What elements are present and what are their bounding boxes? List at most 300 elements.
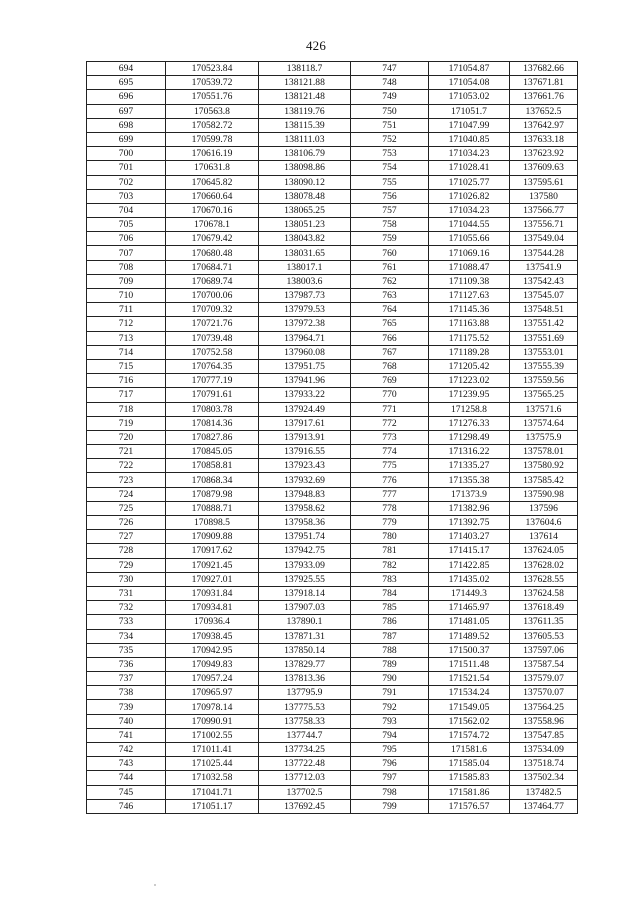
point-number-right: 771 bbox=[351, 402, 429, 416]
coordinates-table-body bbox=[87, 62, 578, 814]
y-coordinate-right: 137587.54 bbox=[510, 657, 578, 671]
point-number-left: 700 bbox=[87, 147, 166, 161]
x-coordinate-right: 171127.63 bbox=[429, 289, 510, 303]
y-coordinate-left: 138031.65 bbox=[259, 246, 351, 260]
point-number-right: 757 bbox=[351, 203, 429, 217]
y-coordinate-left: 137948.83 bbox=[259, 487, 351, 501]
y-coordinate-right: 137623.92 bbox=[510, 147, 578, 161]
point-number-right: 755 bbox=[351, 175, 429, 189]
point-number-right: 772 bbox=[351, 416, 429, 430]
x-coordinate-left: 170965.97 bbox=[166, 686, 259, 700]
y-coordinate-left: 138078.48 bbox=[259, 189, 351, 203]
table-row bbox=[87, 757, 578, 771]
point-number-left: 744 bbox=[87, 771, 166, 785]
x-coordinate-right: 171298.49 bbox=[429, 430, 510, 444]
y-coordinate-left: 138115.39 bbox=[259, 118, 351, 132]
y-coordinate-right: 137534.09 bbox=[510, 743, 578, 757]
y-coordinate-right: 137624.58 bbox=[510, 586, 578, 600]
y-coordinate-left: 137951.74 bbox=[259, 530, 351, 544]
y-coordinate-left: 137925.55 bbox=[259, 572, 351, 586]
point-number-right: 767 bbox=[351, 345, 429, 359]
y-coordinate-right: 137555.39 bbox=[510, 359, 578, 373]
x-coordinate-left: 170764.35 bbox=[166, 359, 259, 373]
y-coordinate-right: 137595.61 bbox=[510, 175, 578, 189]
y-coordinate-right: 137518.74 bbox=[510, 757, 578, 771]
x-coordinate-right: 171189.28 bbox=[429, 345, 510, 359]
y-coordinate-right: 137551.42 bbox=[510, 317, 578, 331]
x-coordinate-left: 170888.71 bbox=[166, 501, 259, 515]
x-coordinate-right: 171088.47 bbox=[429, 260, 510, 274]
point-number-left: 708 bbox=[87, 260, 166, 274]
point-number-left: 705 bbox=[87, 218, 166, 232]
table-row bbox=[87, 175, 578, 189]
y-coordinate-right: 137590.98 bbox=[510, 487, 578, 501]
y-coordinate-right: 137642.97 bbox=[510, 118, 578, 132]
x-coordinate-left: 170752.58 bbox=[166, 345, 259, 359]
point-number-right: 779 bbox=[351, 516, 429, 530]
x-coordinate-right: 171403.27 bbox=[429, 530, 510, 544]
x-coordinate-right: 171055.66 bbox=[429, 232, 510, 246]
point-number-left: 741 bbox=[87, 728, 166, 742]
x-coordinate-right: 171576.57 bbox=[429, 799, 510, 813]
x-coordinate-left: 170616.19 bbox=[166, 147, 259, 161]
y-coordinate-right: 137597.06 bbox=[510, 643, 578, 657]
point-number-right: 769 bbox=[351, 374, 429, 388]
point-number-right: 792 bbox=[351, 700, 429, 714]
point-number-right: 762 bbox=[351, 274, 429, 288]
table-row bbox=[87, 785, 578, 799]
table-row bbox=[87, 445, 578, 459]
x-coordinate-left: 170739.48 bbox=[166, 331, 259, 345]
y-coordinate-left: 137958.62 bbox=[259, 501, 351, 515]
y-coordinate-right: 137618.49 bbox=[510, 601, 578, 615]
x-coordinate-left: 170934.81 bbox=[166, 601, 259, 615]
table-row bbox=[87, 700, 578, 714]
y-coordinate-left: 137734.25 bbox=[259, 743, 351, 757]
point-number-right: 795 bbox=[351, 743, 429, 757]
y-coordinate-right: 137482.5 bbox=[510, 785, 578, 799]
y-coordinate-left: 138119.76 bbox=[259, 104, 351, 118]
point-number-right: 752 bbox=[351, 132, 429, 146]
page-number: 426 bbox=[305, 38, 327, 53]
table-row bbox=[87, 260, 578, 274]
y-coordinate-right: 137574.64 bbox=[510, 416, 578, 430]
x-coordinate-left: 170678.1 bbox=[166, 218, 259, 232]
point-number-left: 699 bbox=[87, 132, 166, 146]
x-coordinate-left: 170814.36 bbox=[166, 416, 259, 430]
table-row bbox=[87, 345, 578, 359]
y-coordinate-left: 137813.36 bbox=[259, 672, 351, 686]
y-coordinate-right: 137541.9 bbox=[510, 260, 578, 274]
x-coordinate-right: 171044.55 bbox=[429, 218, 510, 232]
point-number-left: 728 bbox=[87, 544, 166, 558]
point-number-right: 774 bbox=[351, 445, 429, 459]
point-number-left: 719 bbox=[87, 416, 166, 430]
y-coordinate-left: 137758.33 bbox=[259, 714, 351, 728]
y-coordinate-left: 137702.5 bbox=[259, 785, 351, 799]
point-number-left: 718 bbox=[87, 402, 166, 416]
x-coordinate-left: 170700.06 bbox=[166, 289, 259, 303]
point-number-right: 753 bbox=[351, 147, 429, 161]
table-row bbox=[87, 430, 578, 444]
point-number-right: 764 bbox=[351, 303, 429, 317]
point-number-right: 749 bbox=[351, 90, 429, 104]
y-coordinate-left: 138121.88 bbox=[259, 76, 351, 90]
point-number-left: 735 bbox=[87, 643, 166, 657]
point-number-right: 787 bbox=[351, 629, 429, 643]
x-coordinate-left: 170582.72 bbox=[166, 118, 259, 132]
table-row bbox=[87, 771, 578, 785]
point-number-right: 747 bbox=[351, 62, 429, 76]
point-number-right: 791 bbox=[351, 686, 429, 700]
y-coordinate-right: 137604.6 bbox=[510, 516, 578, 530]
y-coordinate-right: 137580 bbox=[510, 189, 578, 203]
point-number-left: 707 bbox=[87, 246, 166, 260]
point-number-right: 794 bbox=[351, 728, 429, 742]
y-coordinate-left: 138051.23 bbox=[259, 218, 351, 232]
y-coordinate-right: 137549.04 bbox=[510, 232, 578, 246]
y-coordinate-left: 137979.53 bbox=[259, 303, 351, 317]
y-coordinate-right: 137580.92 bbox=[510, 459, 578, 473]
x-coordinate-left: 170942.95 bbox=[166, 643, 259, 657]
y-coordinate-right: 137553.01 bbox=[510, 345, 578, 359]
point-number-right: 799 bbox=[351, 799, 429, 813]
y-coordinate-right: 137556.71 bbox=[510, 218, 578, 232]
point-number-left: 731 bbox=[87, 586, 166, 600]
point-number-left: 714 bbox=[87, 345, 166, 359]
x-coordinate-left: 170684.71 bbox=[166, 260, 259, 274]
x-coordinate-left: 170721.76 bbox=[166, 317, 259, 331]
x-coordinate-right: 171574.72 bbox=[429, 728, 510, 742]
y-coordinate-left: 137924.49 bbox=[259, 402, 351, 416]
table-row bbox=[87, 473, 578, 487]
x-coordinate-right: 171025.77 bbox=[429, 175, 510, 189]
x-coordinate-left: 170631.8 bbox=[166, 161, 259, 175]
y-coordinate-left: 137958.36 bbox=[259, 516, 351, 530]
point-number-right: 797 bbox=[351, 771, 429, 785]
x-coordinate-left: 170990.91 bbox=[166, 714, 259, 728]
y-coordinate-left: 138090.12 bbox=[259, 175, 351, 189]
table-row bbox=[87, 629, 578, 643]
point-number-left: 702 bbox=[87, 175, 166, 189]
y-coordinate-left: 137907.03 bbox=[259, 601, 351, 615]
point-number-right: 773 bbox=[351, 430, 429, 444]
y-coordinate-right: 137661.76 bbox=[510, 90, 578, 104]
point-number-left: 734 bbox=[87, 629, 166, 643]
point-number-left: 696 bbox=[87, 90, 166, 104]
x-coordinate-right: 171422.85 bbox=[429, 558, 510, 572]
y-coordinate-right: 137579.07 bbox=[510, 672, 578, 686]
point-number-right: 781 bbox=[351, 544, 429, 558]
x-coordinate-left: 170927.01 bbox=[166, 572, 259, 586]
x-coordinate-left: 170936.4 bbox=[166, 615, 259, 629]
y-coordinate-right: 137614 bbox=[510, 530, 578, 544]
point-number-right: 793 bbox=[351, 714, 429, 728]
point-number-left: 703 bbox=[87, 189, 166, 203]
point-number-left: 717 bbox=[87, 388, 166, 402]
y-coordinate-left: 138043.82 bbox=[259, 232, 351, 246]
x-coordinate-left: 171025.44 bbox=[166, 757, 259, 771]
x-coordinate-left: 170709.32 bbox=[166, 303, 259, 317]
point-number-right: 782 bbox=[351, 558, 429, 572]
x-coordinate-right: 171581.86 bbox=[429, 785, 510, 799]
x-coordinate-left: 170660.64 bbox=[166, 189, 259, 203]
x-coordinate-left: 171011.41 bbox=[166, 743, 259, 757]
y-coordinate-left: 137712.03 bbox=[259, 771, 351, 785]
y-coordinate-right: 137611.35 bbox=[510, 615, 578, 629]
point-number-left: 716 bbox=[87, 374, 166, 388]
point-number-left: 706 bbox=[87, 232, 166, 246]
point-number-right: 756 bbox=[351, 189, 429, 203]
point-number-right: 750 bbox=[351, 104, 429, 118]
point-number-left: 740 bbox=[87, 714, 166, 728]
y-coordinate-right: 137551.69 bbox=[510, 331, 578, 345]
point-number-right: 775 bbox=[351, 459, 429, 473]
y-coordinate-left: 137964.71 bbox=[259, 331, 351, 345]
x-coordinate-left: 170931.84 bbox=[166, 586, 259, 600]
x-coordinate-right: 171109.38 bbox=[429, 274, 510, 288]
x-coordinate-left: 170791.61 bbox=[166, 388, 259, 402]
point-number-right: 763 bbox=[351, 289, 429, 303]
x-coordinate-right: 171465.97 bbox=[429, 601, 510, 615]
point-number-right: 789 bbox=[351, 657, 429, 671]
table-row bbox=[87, 728, 578, 742]
table-row bbox=[87, 274, 578, 288]
x-coordinate-right: 171511.48 bbox=[429, 657, 510, 671]
y-coordinate-right: 137559.56 bbox=[510, 374, 578, 388]
x-coordinate-left: 170868.34 bbox=[166, 473, 259, 487]
point-number-right: 761 bbox=[351, 260, 429, 274]
y-coordinate-right: 137502.34 bbox=[510, 771, 578, 785]
x-coordinate-left: 170938.45 bbox=[166, 629, 259, 643]
point-number-left: 739 bbox=[87, 700, 166, 714]
point-number-left: 710 bbox=[87, 289, 166, 303]
y-coordinate-left: 138111.03 bbox=[259, 132, 351, 146]
x-coordinate-right: 171258.8 bbox=[429, 402, 510, 416]
point-number-right: 780 bbox=[351, 530, 429, 544]
point-number-left: 721 bbox=[87, 445, 166, 459]
coordinates-table bbox=[86, 61, 578, 814]
point-number-right: 754 bbox=[351, 161, 429, 175]
x-coordinate-right: 171415.17 bbox=[429, 544, 510, 558]
x-coordinate-left: 170551.76 bbox=[166, 90, 259, 104]
table-row bbox=[87, 232, 578, 246]
table-row bbox=[87, 601, 578, 615]
x-coordinate-right: 171489.52 bbox=[429, 629, 510, 643]
point-number-right: 784 bbox=[351, 586, 429, 600]
y-coordinate-right: 137547.85 bbox=[510, 728, 578, 742]
x-coordinate-left: 170777.19 bbox=[166, 374, 259, 388]
point-number-right: 778 bbox=[351, 501, 429, 515]
x-coordinate-left: 170599.78 bbox=[166, 132, 259, 146]
table-row bbox=[87, 203, 578, 217]
x-coordinate-left: 170689.74 bbox=[166, 274, 259, 288]
y-coordinate-right: 137624.05 bbox=[510, 544, 578, 558]
table-row bbox=[87, 459, 578, 473]
y-coordinate-left: 138003.6 bbox=[259, 274, 351, 288]
point-number-left: 745 bbox=[87, 785, 166, 799]
y-coordinate-left: 138106.79 bbox=[259, 147, 351, 161]
table-row bbox=[87, 62, 578, 76]
point-number-left: 713 bbox=[87, 331, 166, 345]
table-row bbox=[87, 686, 578, 700]
x-coordinate-right: 171335.27 bbox=[429, 459, 510, 473]
scan-speck bbox=[154, 884, 156, 886]
point-number-left: 727 bbox=[87, 530, 166, 544]
table-row bbox=[87, 147, 578, 161]
y-coordinate-right: 137548.51 bbox=[510, 303, 578, 317]
x-coordinate-left: 171032.58 bbox=[166, 771, 259, 785]
y-coordinate-right: 137609.63 bbox=[510, 161, 578, 175]
x-coordinate-left: 170845.05 bbox=[166, 445, 259, 459]
y-coordinate-left: 137933.09 bbox=[259, 558, 351, 572]
table-row bbox=[87, 657, 578, 671]
point-number-left: 725 bbox=[87, 501, 166, 515]
table-row bbox=[87, 544, 578, 558]
table-row bbox=[87, 558, 578, 572]
x-coordinate-right: 171047.99 bbox=[429, 118, 510, 132]
table-row bbox=[87, 132, 578, 146]
x-coordinate-right: 171585.04 bbox=[429, 757, 510, 771]
y-coordinate-right: 137565.25 bbox=[510, 388, 578, 402]
y-coordinate-right: 137628.55 bbox=[510, 572, 578, 586]
table-row bbox=[87, 714, 578, 728]
y-coordinate-right: 137571.6 bbox=[510, 402, 578, 416]
point-number-left: 738 bbox=[87, 686, 166, 700]
x-coordinate-right: 171205.42 bbox=[429, 359, 510, 373]
table-row bbox=[87, 416, 578, 430]
x-coordinate-left: 170879.98 bbox=[166, 487, 259, 501]
y-coordinate-left: 137987.73 bbox=[259, 289, 351, 303]
x-coordinate-right: 171585.83 bbox=[429, 771, 510, 785]
table-row bbox=[87, 586, 578, 600]
y-coordinate-right: 137578.01 bbox=[510, 445, 578, 459]
point-number-left: 704 bbox=[87, 203, 166, 217]
x-coordinate-right: 171581.6 bbox=[429, 743, 510, 757]
x-coordinate-right: 171053.02 bbox=[429, 90, 510, 104]
y-coordinate-right: 137682.66 bbox=[510, 62, 578, 76]
x-coordinate-right: 171175.52 bbox=[429, 331, 510, 345]
table-row bbox=[87, 374, 578, 388]
table-row bbox=[87, 799, 578, 813]
x-coordinate-left: 170858.81 bbox=[166, 459, 259, 473]
y-coordinate-right: 137652.5 bbox=[510, 104, 578, 118]
x-coordinate-right: 171435.02 bbox=[429, 572, 510, 586]
point-number-right: 770 bbox=[351, 388, 429, 402]
point-number-left: 723 bbox=[87, 473, 166, 487]
point-number-right: 760 bbox=[351, 246, 429, 260]
table-row bbox=[87, 331, 578, 345]
table-row bbox=[87, 90, 578, 104]
x-coordinate-right: 171373.9 bbox=[429, 487, 510, 501]
x-coordinate-left: 170563.8 bbox=[166, 104, 259, 118]
y-coordinate-right: 137564.25 bbox=[510, 700, 578, 714]
x-coordinate-left: 170909.88 bbox=[166, 530, 259, 544]
x-coordinate-right: 171026.82 bbox=[429, 189, 510, 203]
x-coordinate-left: 170921.45 bbox=[166, 558, 259, 572]
y-coordinate-left: 138098.86 bbox=[259, 161, 351, 175]
y-coordinate-left: 137942.75 bbox=[259, 544, 351, 558]
table-row bbox=[87, 615, 578, 629]
table-row bbox=[87, 189, 578, 203]
y-coordinate-right: 137544.28 bbox=[510, 246, 578, 260]
y-coordinate-left: 138121.48 bbox=[259, 90, 351, 104]
x-coordinate-right: 171449.3 bbox=[429, 586, 510, 600]
table-row bbox=[87, 118, 578, 132]
x-coordinate-right: 171392.75 bbox=[429, 516, 510, 530]
point-number-left: 733 bbox=[87, 615, 166, 629]
y-coordinate-left: 138118.7 bbox=[259, 62, 351, 76]
point-number-right: 768 bbox=[351, 359, 429, 373]
point-number-right: 765 bbox=[351, 317, 429, 331]
table-row bbox=[87, 317, 578, 331]
table-row bbox=[87, 161, 578, 175]
x-coordinate-left: 170803.78 bbox=[166, 402, 259, 416]
x-coordinate-right: 171040.85 bbox=[429, 132, 510, 146]
point-number-left: 715 bbox=[87, 359, 166, 373]
y-coordinate-left: 137972.38 bbox=[259, 317, 351, 331]
x-coordinate-right: 171069.16 bbox=[429, 246, 510, 260]
y-coordinate-left: 137923.43 bbox=[259, 459, 351, 473]
x-coordinate-left: 170539.72 bbox=[166, 76, 259, 90]
x-coordinate-left: 171002.55 bbox=[166, 728, 259, 742]
x-coordinate-right: 171316.22 bbox=[429, 445, 510, 459]
point-number-right: 783 bbox=[351, 572, 429, 586]
y-coordinate-left: 137744.7 bbox=[259, 728, 351, 742]
x-coordinate-right: 171521.54 bbox=[429, 672, 510, 686]
table-row bbox=[87, 643, 578, 657]
point-number-right: 758 bbox=[351, 218, 429, 232]
point-number-left: 722 bbox=[87, 459, 166, 473]
x-coordinate-right: 171223.02 bbox=[429, 374, 510, 388]
y-coordinate-right: 137633.18 bbox=[510, 132, 578, 146]
x-coordinate-right: 171549.05 bbox=[429, 700, 510, 714]
y-coordinate-right: 137671.81 bbox=[510, 76, 578, 90]
point-number-right: 790 bbox=[351, 672, 429, 686]
point-number-left: 711 bbox=[87, 303, 166, 317]
point-number-right: 785 bbox=[351, 601, 429, 615]
point-number-left: 742 bbox=[87, 743, 166, 757]
y-coordinate-left: 137722.48 bbox=[259, 757, 351, 771]
point-number-left: 730 bbox=[87, 572, 166, 586]
y-coordinate-left: 137951.75 bbox=[259, 359, 351, 373]
table-row bbox=[87, 218, 578, 232]
y-coordinate-left: 137871.31 bbox=[259, 629, 351, 643]
point-number-right: 751 bbox=[351, 118, 429, 132]
x-coordinate-right: 171034.23 bbox=[429, 147, 510, 161]
table-row bbox=[87, 388, 578, 402]
y-coordinate-left: 137960.08 bbox=[259, 345, 351, 359]
x-coordinate-left: 170957.24 bbox=[166, 672, 259, 686]
point-number-right: 776 bbox=[351, 473, 429, 487]
table-row bbox=[87, 487, 578, 501]
x-coordinate-right: 171051.7 bbox=[429, 104, 510, 118]
x-coordinate-right: 171239.95 bbox=[429, 388, 510, 402]
y-coordinate-left: 137913.91 bbox=[259, 430, 351, 444]
point-number-left: 736 bbox=[87, 657, 166, 671]
table-row bbox=[87, 572, 578, 586]
point-number-left: 694 bbox=[87, 62, 166, 76]
table-row bbox=[87, 501, 578, 515]
y-coordinate-left: 137692.45 bbox=[259, 799, 351, 813]
point-number-left: 695 bbox=[87, 76, 166, 90]
x-coordinate-left: 170978.14 bbox=[166, 700, 259, 714]
x-coordinate-left: 170670.16 bbox=[166, 203, 259, 217]
y-coordinate-right: 137542.43 bbox=[510, 274, 578, 288]
table-row bbox=[87, 743, 578, 757]
x-coordinate-right: 171562.02 bbox=[429, 714, 510, 728]
x-coordinate-right: 171163.88 bbox=[429, 317, 510, 331]
